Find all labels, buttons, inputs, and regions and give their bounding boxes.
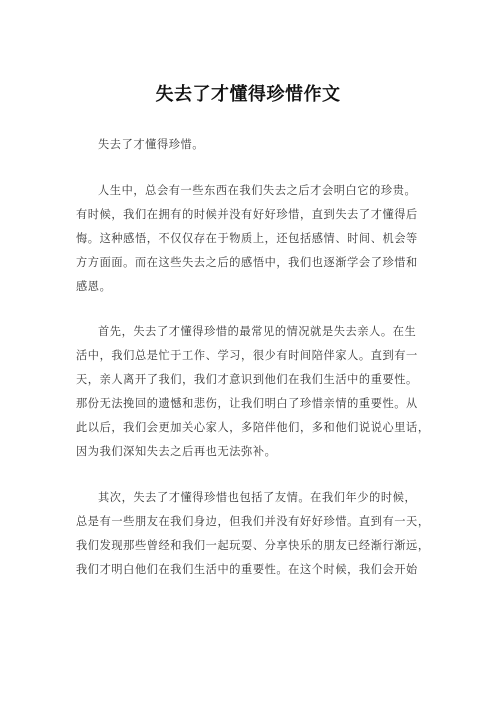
paragraph-line: 总是有一些朋友在我们身边，但我们并没有好好珍惜。直到有一天， [76, 515, 430, 528]
paragraph-line: 感恩。 [76, 280, 112, 293]
paragraph-line: 此以后，我们会更加关心家人，多陪伴他们，多和他们说说心里话， [76, 421, 430, 434]
paragraph-line: 有时候，我们在拥有的时候并没有好好珍惜，直到失去了才懂得后 [76, 208, 418, 221]
paragraph-line: 那份无法挽回的遗憾和悲伤，让我们明白了珍惜亲情的重要性。从 [76, 397, 418, 410]
paragraph-line: 天，亲人离开了我们，我们才意识到他们在我们生活中的重要性。 [76, 373, 418, 386]
paragraph-line: 失去了才懂得珍惜。 [98, 138, 205, 151]
paragraph-line: 我们发现那些曾经和我们一起玩耍、分享快乐的朋友已经渐行渐远， [76, 539, 430, 552]
paragraph-line: 因为我们深知失去之后再也无法弥补。 [76, 445, 277, 458]
paragraph-line: 首先，失去了才懂得珍惜的最常见的情况就是失去亲人。在生 [98, 325, 417, 338]
paragraph-line: 方方面面。而在这些失去之后的感悟中，我们也逐渐学会了珍惜和 [76, 256, 418, 269]
document-title: 失去了才懂得珍惜作文 [155, 84, 341, 105]
paragraph-line: 悔。这种感悟，不仅仅存在于物质上，还包括感情、时间、机会等 [76, 232, 418, 245]
paragraph-line: 我们才明白他们在我们生活中的重要性。在这个时候，我们会开始 [76, 563, 418, 576]
paragraph-line: 活中，我们总是忙于工作、学习，很少有时间陪伴家人。直到有一 [76, 349, 418, 362]
paragraph-line: 其次，失去了才懂得珍惜也包括了友情。在我们年少的时候， [98, 491, 417, 504]
paragraph-line: 人生中，总会有一些东西在我们失去之后才会明白它的珍贵。 [98, 184, 417, 197]
